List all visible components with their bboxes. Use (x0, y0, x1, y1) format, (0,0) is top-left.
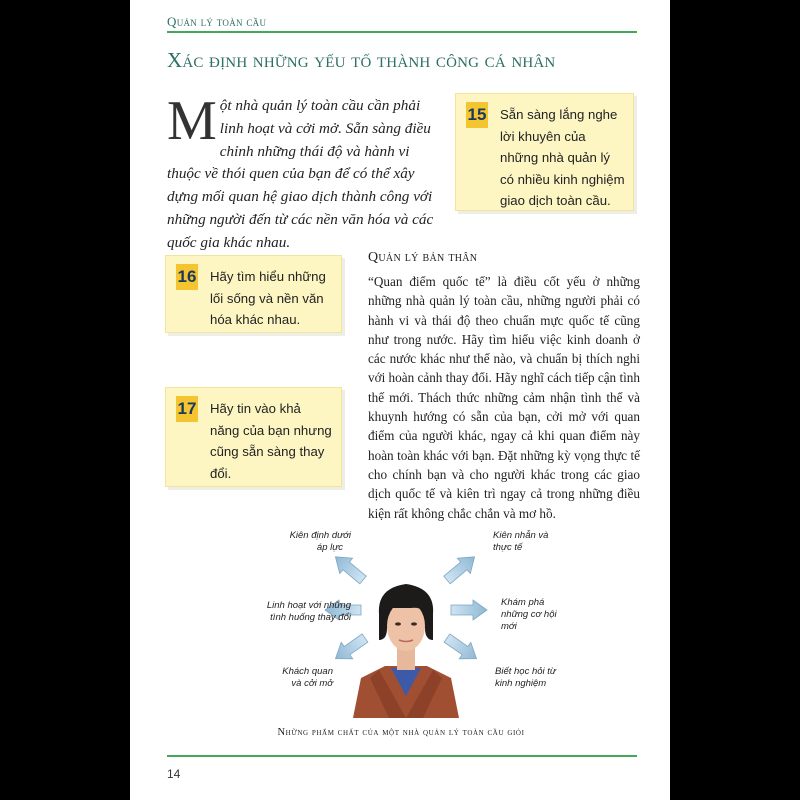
header-rule (167, 31, 637, 33)
label-line: Kiên định dưới (289, 530, 351, 541)
intro-text: ột nhà quản lý toàn cầu cần phải linh hoạt và cởi mở. Sẵn sàng điều chỉnh những thái độ và hành vi thuộc về thói quen của bạn để có thể xây dựng mối quan hệ giao dịch thành công với những người đến từ các nền văn hóa và các quốc gia khác nhau. (167, 97, 434, 251)
label-line: áp lực (316, 542, 343, 553)
label-line: Kiên nhẫn và (493, 530, 549, 541)
arrow-top-left (329, 549, 369, 587)
manager-portrait-image (353, 584, 459, 718)
section-body: “Quan điểm quốc tế” là điều cốt yếu ở những những nhà quản lý toàn cầu, những người phải có hành vi và thái độ theo chuẩn mực quốc tế cũng như trong nước. Hãy tìm hiểu việc kinh doanh ở các nước khác như thế nào, và chuẩn bị thích nghi với hoàn cảnh thay đổi. Hãy nghĩ cách tiếp cận tình thế mới. Thách thức những cảm nhận tình thế và khuynh hướng có sẵn của bạn, cởi mở với quan điểm của người khác, ngay cả khi quan điểm này hoàn toàn khác với bạn. Đặt những kỳ vọng thực tế cho chính bạn và cho người khác trong các giao dịch quốc tế và kiên trì ngay cả trong những điều kiện rất không chắc chắn và mơ hồ. (368, 274, 640, 521)
label-line: những cơ hội (501, 609, 557, 620)
quality-label (271, 530, 351, 554)
quality-label (271, 666, 333, 690)
tip-number-badge: 17 (176, 396, 198, 422)
label-line: tình huống thay đổi (270, 612, 351, 623)
tip-text: Hãy tin vào khả năng của bạn nhưng cũng sẵn sàng thay đổi. (210, 401, 332, 481)
arrow-top-right (441, 549, 481, 587)
page-number: 14 (167, 767, 181, 781)
running-header: Quản lý toàn cầu (167, 14, 267, 29)
drop-cap: M (167, 90, 217, 152)
label-line: Biết học hỏi từ (495, 666, 556, 677)
tip-box-17 (165, 387, 342, 487)
page-title: Xác định những yếu tố thành công cá nhân (167, 48, 556, 72)
quality-label (495, 666, 585, 690)
figure-caption: Những phẩm chất của một nhà quản lý toàn cầu giỏi (277, 727, 525, 738)
label-line: và cởi mở (291, 678, 333, 689)
tip-number-badge: 16 (176, 264, 198, 290)
footer-rule (167, 755, 637, 757)
tip-text: Sẵn sàng lắng nghe lời khuyên của những nhà quản lý có nhiều kinh nghiệm giao dịch toàn cầu. (500, 107, 625, 208)
arrow-bot-right (441, 630, 482, 667)
tip-box-16 (165, 255, 342, 333)
label-line: Linh hoạt với những (266, 600, 351, 611)
section-heading: Quản lý bản thân (368, 250, 478, 265)
label-line: thực tế (493, 542, 523, 553)
tip-text: Hãy tìm hiểu những lối sống và nền văn hóa khác nhau. (210, 269, 326, 327)
label-line: kinh nghiệm (495, 678, 547, 689)
tip-number-badge: 15 (466, 102, 488, 128)
qualities-figure (165, 528, 637, 718)
intro-paragraph (167, 90, 445, 255)
label-line: Khách quan (282, 666, 333, 677)
quality-label (247, 600, 351, 624)
quality-label (501, 597, 581, 633)
label-line: mới (501, 621, 517, 632)
arrow-mid-right (451, 600, 487, 620)
tip-box-15 (455, 93, 634, 211)
quality-label (493, 530, 573, 554)
arrow-bot-left (330, 630, 371, 667)
label-line: Khám phá (501, 597, 545, 608)
